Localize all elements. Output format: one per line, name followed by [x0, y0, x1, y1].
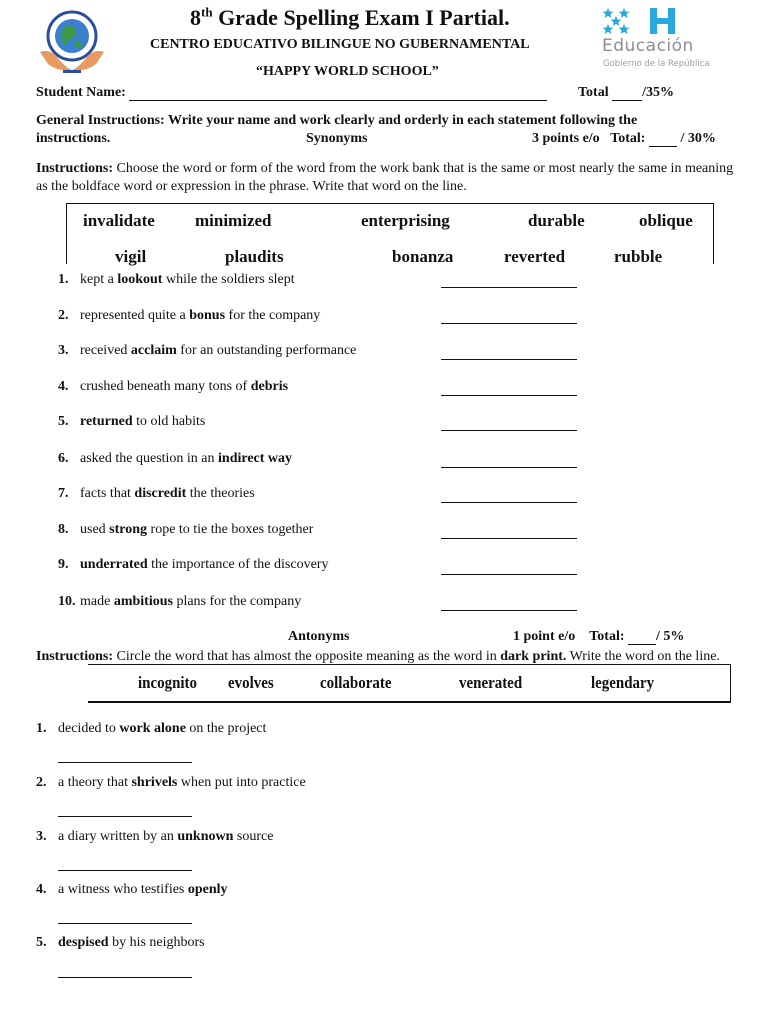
word-bank-item: durable	[528, 211, 585, 230]
synonym-question: 3. received acclaim for an outstanding performance	[58, 343, 357, 358]
synonym-question: 7. facts that discredit the theories	[58, 486, 255, 501]
synonym-question: 2. represented quite a bonus for the company	[58, 308, 321, 323]
synonym-answer-line[interactable]	[441, 573, 577, 575]
synonym-question: 9. underrated the importance of the discovery	[58, 557, 329, 572]
education-logo-text: Educación	[602, 36, 694, 56]
student-name-field[interactable]	[129, 100, 547, 101]
antonym-question: 3. a diary written by an unknown source	[36, 829, 274, 844]
student-name-label: Student Name:	[36, 85, 126, 100]
general-instructions-line1: General Instructions: Write your name and work clearly and orderly in each statement following the	[36, 113, 638, 128]
synonyms-instructions: Instructions: Choose the word or form of the word from the work bank that is the same or most nearly the same in meaning as the boldface word or expression in the phrase. Write that word on the line.	[36, 161, 734, 194]
antonyms-section-title: Antonyms	[288, 629, 350, 644]
synonyms-total-field[interactable]	[649, 146, 677, 147]
antonym-question: 1. decided to work alone on the project	[36, 721, 267, 736]
synonym-answer-line[interactable]	[441, 501, 577, 503]
synonym-answer-line[interactable]	[441, 537, 577, 539]
synonym-question: 1. kept a lookout while the soldiers slept	[58, 272, 295, 287]
synonym-answer-line[interactable]	[441, 322, 577, 324]
synonym-question: 5. returned to old habits	[58, 414, 206, 429]
antonym-answer-line[interactable]	[58, 761, 192, 763]
word-bank-item: bonanza	[392, 247, 454, 266]
exam-title: 8th Grade Spelling Exam I Partial.	[190, 4, 510, 30]
word-bank-item[interactable]: incognito	[138, 673, 198, 692]
word-bank-item: rubble	[614, 247, 663, 266]
antonym-question: 5. despised by his neighbors	[36, 935, 205, 950]
word-bank-item: minimized	[195, 211, 272, 230]
synonym-question: 6. asked the question in an indirect way	[58, 451, 293, 466]
antonyms-total-field[interactable]	[628, 644, 656, 645]
synonym-question: 8. used strong rope to tie the boxes together	[58, 522, 314, 537]
synonyms-section-title: Synonyms	[306, 131, 368, 146]
synonyms-word-bank	[66, 203, 714, 264]
school-name-line1: CENTRO EDUCATIVO BILINGUE NO GUBERNAMENTAL	[150, 37, 530, 52]
antonyms-word-bank	[88, 664, 731, 703]
antonyms-instructions: Instructions: Circle the word that has almost the opposite meaning as the word in dark print. Write the word on the line.	[36, 649, 720, 664]
synonyms-points: 3 points e/o Total: / 30%	[532, 131, 716, 146]
word-bank-item: reverted	[504, 247, 566, 266]
synonym-answer-line[interactable]	[441, 466, 577, 468]
exam-total-field[interactable]	[612, 100, 642, 101]
word-bank-item[interactable]: evolves	[228, 673, 274, 692]
synonym-answer-line[interactable]	[441, 609, 577, 611]
word-bank-item[interactable]: venerated	[459, 673, 523, 692]
word-bank-item: plaudits	[225, 247, 284, 266]
word-bank-item: enterprising	[361, 211, 450, 230]
word-bank-item: vigil	[115, 247, 147, 266]
antonym-question: 2. a theory that shrivels when put into practice	[36, 775, 306, 790]
antonym-answer-line[interactable]	[58, 869, 192, 871]
student-name-row	[36, 85, 547, 101]
exam-total: Total /35%	[578, 85, 674, 100]
word-bank-item: invalidate	[83, 211, 155, 230]
antonym-question: 4. a witness who testifies openly	[36, 882, 228, 897]
school-logo	[36, 6, 108, 80]
synonym-question: 4. crushed beneath many tons of debris	[58, 379, 289, 394]
synonym-question: 10. made ambitious plans for the company	[58, 594, 302, 609]
word-bank-item[interactable]: collaborate	[320, 673, 392, 692]
word-bank-item: oblique	[639, 211, 693, 230]
antonyms-points: 1 point e/o Total: / 5%	[513, 629, 685, 644]
synonym-answer-line[interactable]	[441, 394, 577, 396]
general-instructions-line2: instructions.	[36, 131, 111, 146]
antonym-answer-line[interactable]	[58, 976, 192, 978]
synonym-answer-line[interactable]	[441, 286, 577, 288]
synonym-answer-line[interactable]	[441, 358, 577, 360]
word-bank-item[interactable]: legendary	[591, 673, 655, 692]
synonym-answer-line[interactable]	[441, 429, 577, 431]
education-logo-subtext: Gobierno de la República	[603, 59, 710, 69]
school-name-line2: “HAPPY WORLD SCHOOL”	[256, 64, 439, 79]
antonym-answer-line[interactable]	[58, 922, 192, 924]
antonym-answer-line[interactable]	[58, 815, 192, 817]
